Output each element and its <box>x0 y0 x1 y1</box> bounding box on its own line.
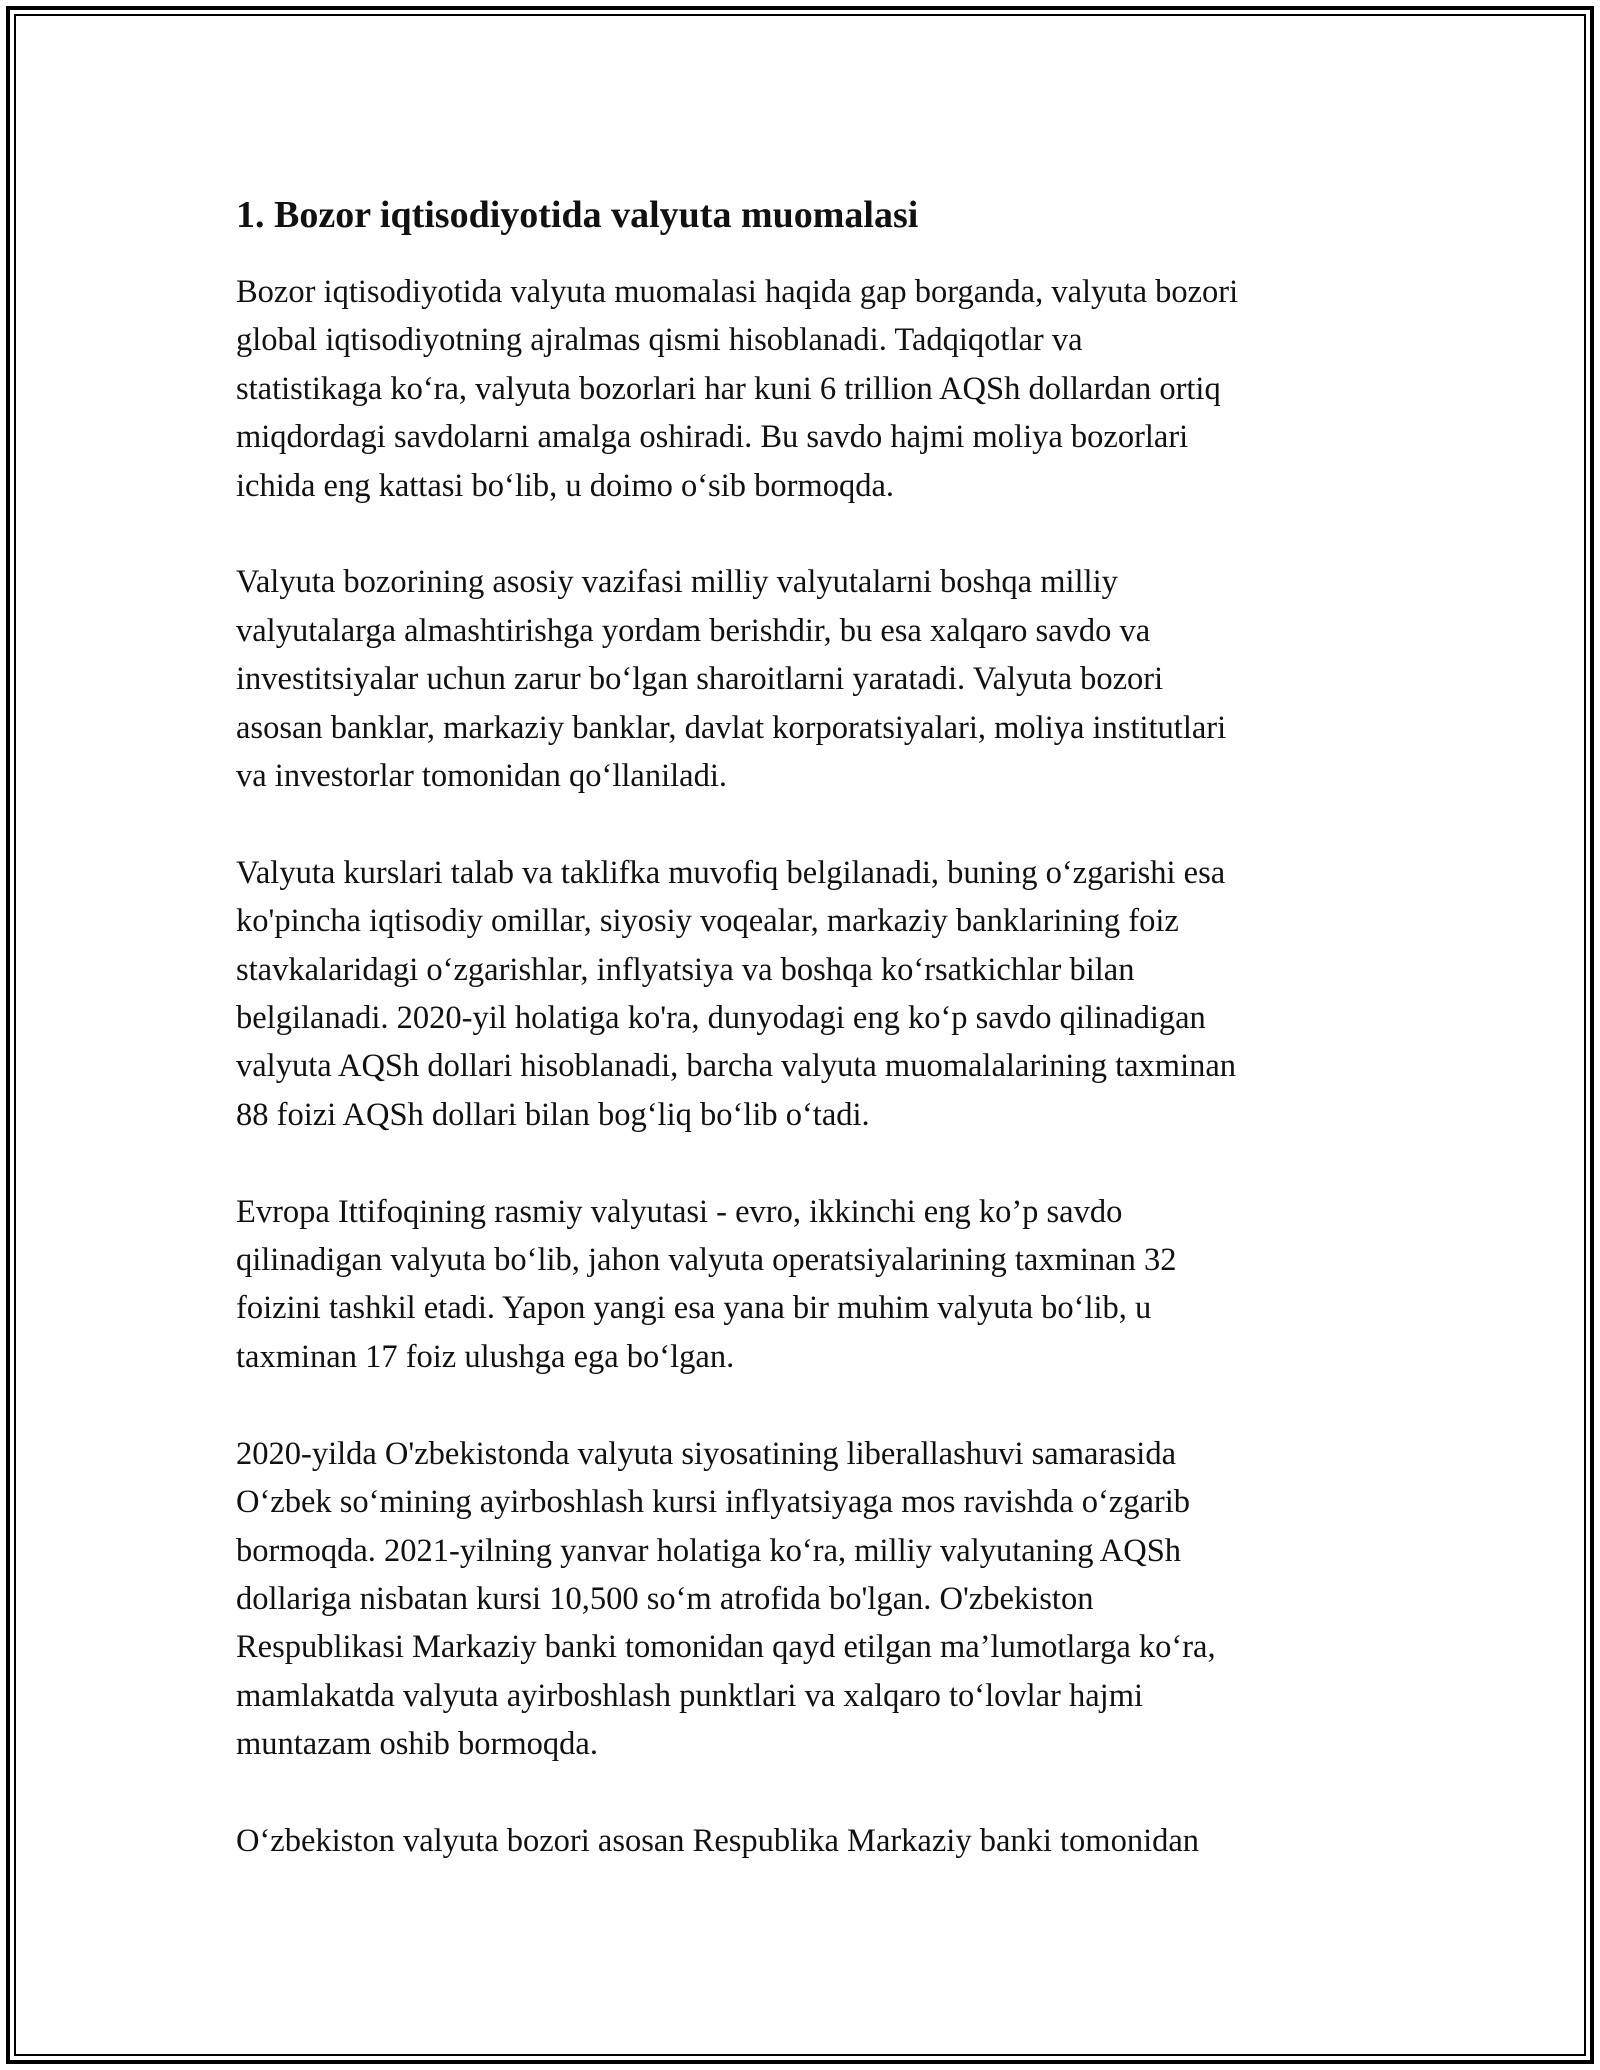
paragraph-line: Evropa Ittifoqining rasmiy valyutasi - evro, ikkinchi eng ko’p savdo <box>236 1193 1123 1230</box>
paragraph-line: belgilanadi. 2020-yil holatiga ko'ra, dunyodagi eng ko‘p savdo qilinadigan <box>236 1000 1206 1037</box>
paragraph-line: asosan banklar, markaziy banklar, davlat korporatsiyalari, moliya institutlari <box>236 709 1227 746</box>
paragraph-line: valyutalarga almashtirishga yordam berishdir, bu esa xalqaro savdo va <box>236 612 1151 649</box>
paragraph-line: Bozor iqtisodiyotida valyuta muomalasi haqida gap borganda, valyuta bozori <box>236 274 1239 310</box>
paragraph-line: stavkalaridagi o‘zgarishlar, inflyatsiya va boshqa ko‘rsatkichlar bilan <box>236 951 1135 988</box>
document-body <box>236 186 1376 1914</box>
paragraph-1 <box>236 268 1376 510</box>
paragraph-3 <box>236 849 1376 1139</box>
paragraph-line: muntazam oshib bormoqda. <box>236 1726 598 1763</box>
paragraph-line: valyuta AQSh dollari hisoblanadi, barcha valyuta muomalalarining taxminan <box>236 1048 1237 1085</box>
paragraph-line: Valyuta bozorining asosiy vazifasi milliy valyutalarni boshqa milliy <box>236 564 1118 601</box>
section-heading: 1. Bozor iqtisodiyotida valyuta muomalasi <box>236 194 919 236</box>
paragraph-6 <box>236 1817 1376 1865</box>
paragraph-line: ko'pincha iqtisodiy omillar, siyosiy voqealar, markaziy banklarining foiz <box>236 903 1179 940</box>
paragraph-line: global iqtisodiyotning ajralmas qismi hisoblanadi. Tadqiqotlar va <box>236 322 1083 359</box>
paragraph-line: 88 foizi AQSh dollari bilan bog‘liq bo‘lib o‘tadi. <box>236 1096 870 1133</box>
paragraph-line: Respublikasi Markaziy banki tomonidan qayd etilgan ma’lumotlarga ko‘ra, <box>236 1629 1216 1666</box>
paragraph-line: qilinadigan valyuta bo‘lib, jahon valyuta operatsiyalarining taxminan 32 <box>236 1242 1177 1279</box>
paragraph-line: O‘zbek so‘mining ayirboshlash kursi inflyatsiyaga mos ravishda o‘zgarib <box>236 1484 1191 1521</box>
paragraph-line: statistikaga ko‘ra, valyuta bozorlari har kuni 6 trillion AQSh dollardan ortiq <box>236 370 1221 407</box>
paragraph-line: dollariga nisbatan kursi 10,500 so‘m atrofida bo'lgan. O'zbekiston <box>236 1580 1094 1617</box>
paragraph-line: 2020-yilda O'zbekistonda valyuta siyosatining liberallashuvi samarasida <box>236 1435 1177 1472</box>
paragraph-line: va investorlar tomonidan qo‘llaniladi. <box>236 758 727 795</box>
paragraph-line: ichida eng kattasi bo‘lib, u doimo o‘sib bormoqda. <box>236 467 895 504</box>
paragraph-5 <box>236 1430 1376 1769</box>
paragraph-line: Valyuta kurslari talab va taklifka muvofiq belgilanadi, buning o‘zgarishi esa <box>236 854 1226 891</box>
paragraph-4 <box>236 1188 1376 1382</box>
paragraph-2 <box>236 558 1376 800</box>
paragraph-line: miqdordagi savdolarni amalga oshiradi. Bu savdo hajmi moliya bozorlari <box>236 419 1189 456</box>
paragraph-line: mamlakatda valyuta ayirboshlash punktlari va xalqaro to‘lovlar hajmi <box>236 1677 1144 1714</box>
paragraph-line: investitsiyalar uchun zarur bo‘lgan sharoitlarni yaratadi. Valyuta bozori <box>236 661 1164 698</box>
paragraph-line: taxminan 17 foiz ulushga ega bo‘lgan. <box>236 1338 735 1375</box>
paragraph-line: bormoqda. 2021-yilning yanvar holatiga ko‘ra, milliy valyutaning AQSh <box>236 1532 1182 1569</box>
paragraph-line: O‘zbekiston valyuta bozori asosan Respublika Markaziy banki tomonidan <box>236 1822 1200 1859</box>
paragraph-line: foizini tashkil etadi. Yapon yangi esa yana bir muhim valyuta bo‘lib, u <box>236 1290 1152 1327</box>
